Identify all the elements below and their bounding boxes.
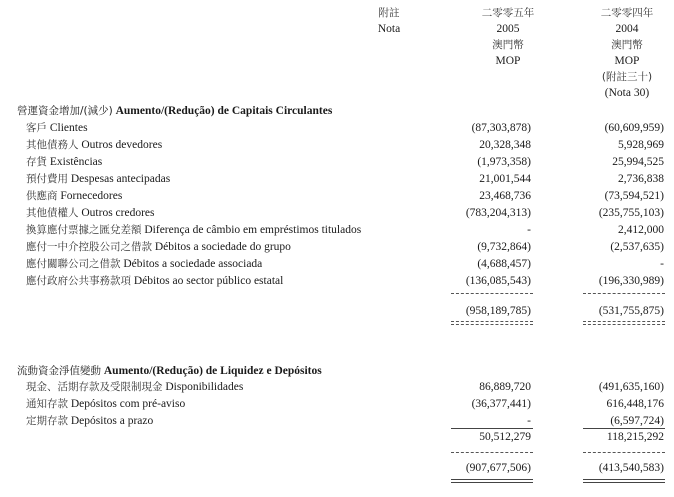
row-label: 客戶 Clientes <box>26 122 88 134</box>
value-2004: (235,755,103) <box>598 207 664 219</box>
value-2005: - <box>527 224 531 236</box>
note-header-zh: 附註 <box>378 7 400 19</box>
row-label: 應付政府公共事務款項 Débitos ao sector público estatal <box>26 275 284 287</box>
value-2005: (4,688,457) <box>477 258 531 270</box>
value-2004: (6,597,724) <box>610 415 664 427</box>
divider <box>583 452 665 453</box>
row-label: 其他債權人 Outros credores <box>26 207 155 219</box>
value-2004: (60,609,959) <box>604 122 664 134</box>
section1-total-2004: (531,755,875) <box>598 305 664 317</box>
double-underline <box>451 479 533 480</box>
section2-subtotal-2005: 50,512,279 <box>479 431 531 443</box>
currency-2005: MOP <box>495 55 521 67</box>
value-2005: (36,377,441) <box>471 398 531 410</box>
value-2005: (1,973,358) <box>477 156 531 168</box>
row-label: 現金、活期存款及受限制現金 Disponibilidades <box>26 381 244 393</box>
currency-2004: MOP <box>614 55 640 67</box>
value-2004: 616,448,176 <box>606 398 664 410</box>
divider <box>583 293 665 294</box>
value-2005: (783,204,313) <box>465 207 531 219</box>
value-2005: (136,085,543) <box>465 275 531 287</box>
value-2004: (491,635,160) <box>598 381 664 393</box>
divider <box>583 428 665 429</box>
row-label: 供應商 Fornecedores <box>26 190 123 202</box>
row-label: 定期存款 Depósitos a prazo <box>26 415 154 427</box>
divider <box>451 428 533 429</box>
year-2005-header: 2005 <box>496 23 520 35</box>
value-2004: (196,330,989) <box>598 275 664 287</box>
value-2005: 21,001,544 <box>479 173 531 185</box>
divider <box>451 452 533 453</box>
section1-total-2005: (958,189,785) <box>465 305 531 317</box>
value-2005: 86,889,720 <box>479 381 531 393</box>
row-label: 存貨 Existências <box>26 156 103 168</box>
value-2005: 23,468,736 <box>479 190 531 202</box>
currency-2005-zh: 澳門幣 <box>492 39 524 51</box>
year-2004-header: 2004 <box>615 23 639 35</box>
currency-2004-zh: 澳門幣 <box>611 39 643 51</box>
row-label: 通知存款 Depósitos com pré-aviso <box>26 398 186 410</box>
value-2004: - <box>660 258 664 270</box>
row-label: 應付關聯公司之借款 Débitos a sociedade associada <box>26 258 263 270</box>
divider <box>451 324 533 325</box>
row-label: 預付費用 Despesas antecipadas <box>26 173 171 185</box>
row-label: 應付一中介控股公司之借款 Débitos a sociedade do grupo <box>26 241 291 253</box>
double-underline <box>451 482 533 483</box>
value-2005: (87,303,878) <box>471 122 531 134</box>
row-label: 換算應付票據之匯兌差額 Diferença de câmbio em empréstimos titulados <box>26 224 362 236</box>
value-2004: 25,994,525 <box>612 156 664 168</box>
section-title-working-capital: 營運資金增加/(減少) Aumento/(Redução) de Capitais Circulantes <box>17 105 333 117</box>
value-2004: (2,537,635) <box>610 241 664 253</box>
value-2004: 2,736,838 <box>618 173 664 185</box>
value-2005: (9,732,864) <box>477 241 531 253</box>
value-2004: 2,412,000 <box>618 224 664 236</box>
note-30: (Nota 30) <box>604 87 650 99</box>
divider <box>583 324 665 325</box>
note-30-zh: (附註三十) <box>601 71 653 83</box>
section2-total-2004: (413,540,583) <box>598 462 664 474</box>
section-title-liquidity: 流動資金淨值變動 Aumento/(Redução) de Liquidez e Depósitos <box>17 365 322 377</box>
note-header: Nota <box>377 23 401 35</box>
value-2005: - <box>527 415 531 427</box>
year-2004-header-zh: 二零零四年 <box>600 7 654 19</box>
divider <box>451 321 533 322</box>
section2-subtotal-2004: 118,215,292 <box>606 431 664 443</box>
divider <box>451 293 533 294</box>
divider <box>583 321 665 322</box>
value-2004: (73,594,521) <box>604 190 664 202</box>
value-2005: 20,328,348 <box>479 139 531 151</box>
double-underline <box>583 482 665 483</box>
section2-total-2005: (907,677,506) <box>465 462 531 474</box>
row-label: 其他債務人 Outros devedores <box>26 139 163 151</box>
double-underline <box>583 479 665 480</box>
value-2004: 5,928,969 <box>618 139 664 151</box>
year-2005-header-zh: 二零零五年 <box>481 7 535 19</box>
